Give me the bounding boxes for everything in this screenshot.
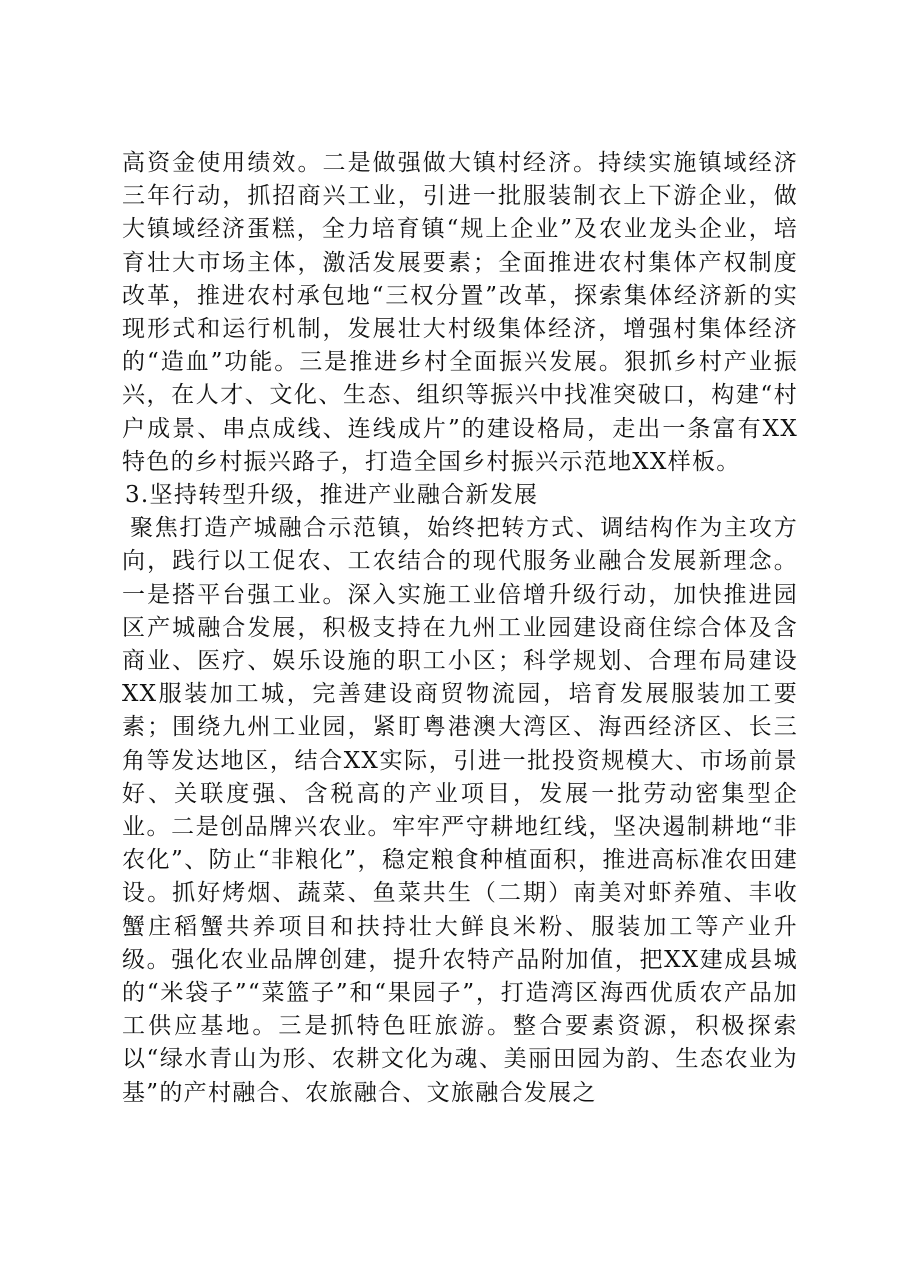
- body-paragraph-continuation: 高资金使用绩效。二是做强做大镇村经济。持续实施镇域经济三年行动，抓招商兴工业，引进一批服装制衣上下游企业，做大镇域经济蛋糕，全力培育镇“规上企业”及农业龙头企业，培育壮大市场主体，激活发展要素；全面推进农村集体产权制度改革，推进农村承包地“三权分置”改革，探索集体经济新的实现形式和运行机制，发展壮大村级集体经济，增强村集体经济的“造血”功能。三是推进乡村全面振兴发展。狠抓乡村产业振兴，在人才、文化、生态、组织等振兴中找准突破口，构建“村户成景、串点成线、连线成片”的建设格局，走出一条富有XX特色的乡村振兴路子，打造全国乡村振兴示范地XX样板。: [122, 150, 798, 475]
- section-heading: 3.坚持转型升级，推进产业融合新发展: [125, 482, 539, 509]
- document-body: [122, 147, 798, 1110]
- body-paragraph: 聚焦打造产城融合示范镇，始终把转方式、调结构作为主攻方向，践行以工促农、工农结合的现代服务业融合发展新理念。一是搭平台强工业。深入实施工业倍增升级行动，加快推进园区产城融合发展，积极支持在九州工业园建设商住综合体及含商业、医疗、娱乐设施的职工小区；科学规划、合理布局建设XX服装加工城，完善建设商贸物流园，培育发展服装加工要素；围绕九州工业园，紧盯粤港澳大湾区、海西经济区、长三角等发达地区，结合XX实际，引进一批投资规模大、市场前景好、关联度强、含税高的产业项目，发展一批劳动密集型企业。二是创品牌兴农业。牢牢严守耕地红线，坚决遏制耕地“非农化”、防止“非粮化”，稳定粮食种植面积，推进高标准农田建设。抓好烤烟、蔬菜、鱼菜共生（二期）南美对虾养殖、丰收蟹庄稻蟹共养项目和扶持壮大鲜良米粉、服装加工等产业升级。强化农业品牌创建，提升农特产品附加值，把XX建成县城的“米袋子”“菜篮子”和“果园子”，打造湾区海西优质农产品加工供应基地。三是抓特色旺旅游。整合要素资源，积极探索以“绿水青山为形、农耕文化为魂、美丽田园为韵、生态农业为基”的产村融合、农旅融合、文旅融合发展之: [122, 515, 798, 1106]
